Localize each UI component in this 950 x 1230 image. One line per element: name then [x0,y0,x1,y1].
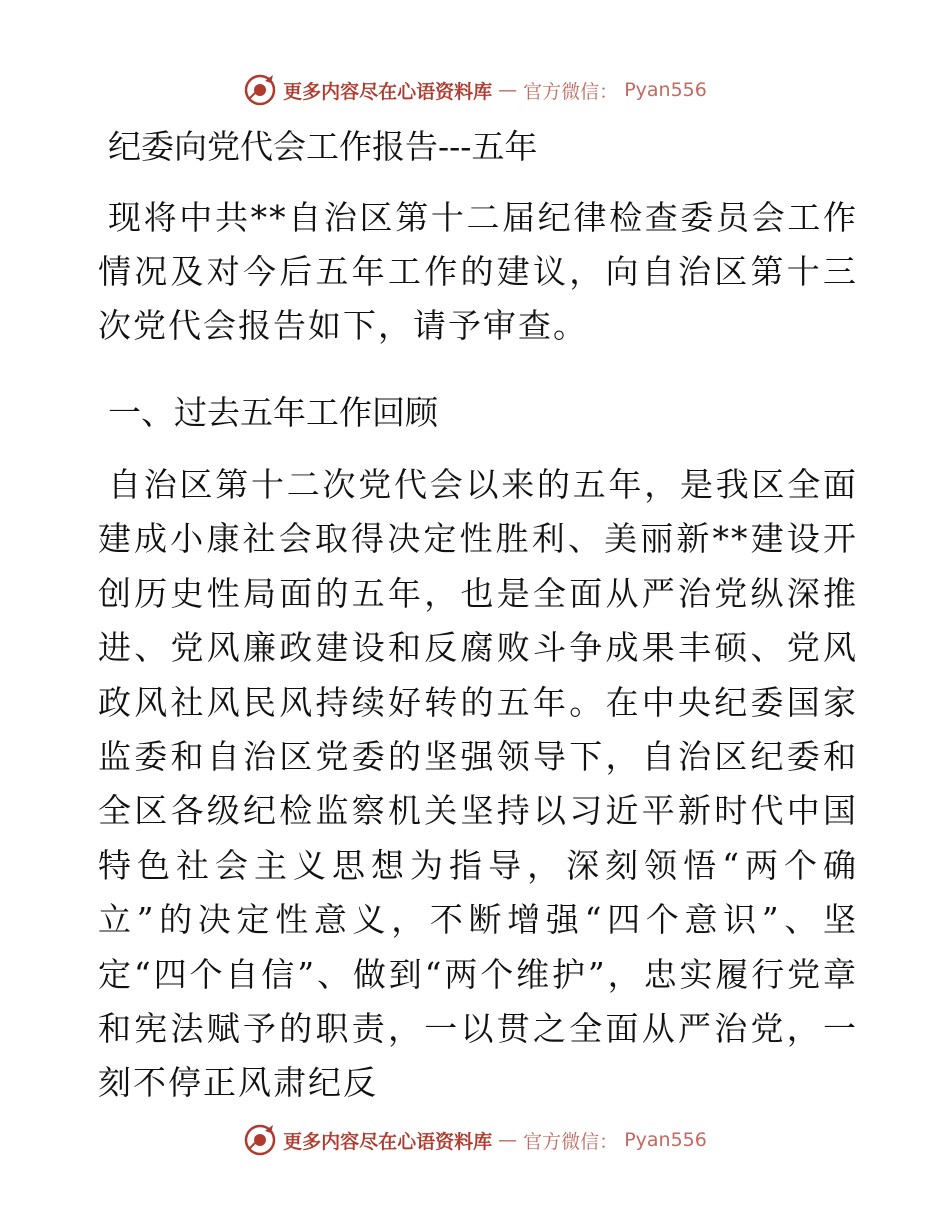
document-title: 纪委向党代会工作报告---五年 [108,127,538,166]
brand-logo-icon [243,1123,277,1157]
footer-watermark [0,1123,950,1157]
watermark-main-text: 更多内容尽在心语资料库 [283,80,493,103]
header-watermark [0,73,950,107]
section-heading: 一、过去五年工作回顾 [108,393,438,432]
watermark-wechat-id: Pyan556 [624,1129,707,1151]
watermark-wechat-id: Pyan556 [624,79,707,101]
intro-paragraph: 现将中共**自治区第十二届纪律检查委员会工作情况及对今后五年工作的建议，向自治区第十三次党代会报告如下，请予审查。 [98,198,858,345]
watermark-official-label: 官方微信： [523,1130,619,1153]
watermark-dash: — [498,79,518,101]
watermark-main-text: 更多内容尽在心语资料库 [283,1130,493,1153]
brand-logo-icon [243,73,277,107]
watermark-official-label: 官方微信： [523,80,619,103]
section-body-paragraph: 自治区第十二次党代会以来的五年，是我区全面建成小康社会取得决定性胜利、美丽新**建设开创历史性局面的五年，也是全面从严治党纵深推进、党风廉政建设和反腐败斗争成果丰硕、党风政风社风民风持续好转的五年。在中央纪委国家监委和自治区党委的坚强领导下，自治区纪委和全区各级纪检监察机关坚持以习近平新时代中国特色社会主义思想为指导，深刻领悟“两个确立”的决定性意义，不断增强“四个意识”、坚定“四个自信”、做到“两个维护”，忠实履行党章和宪法赋予的职责，一以贯之全面从严治党，一刻不停正风肃纪反 [98,465,858,1103]
watermark-dash: — [498,1129,518,1151]
